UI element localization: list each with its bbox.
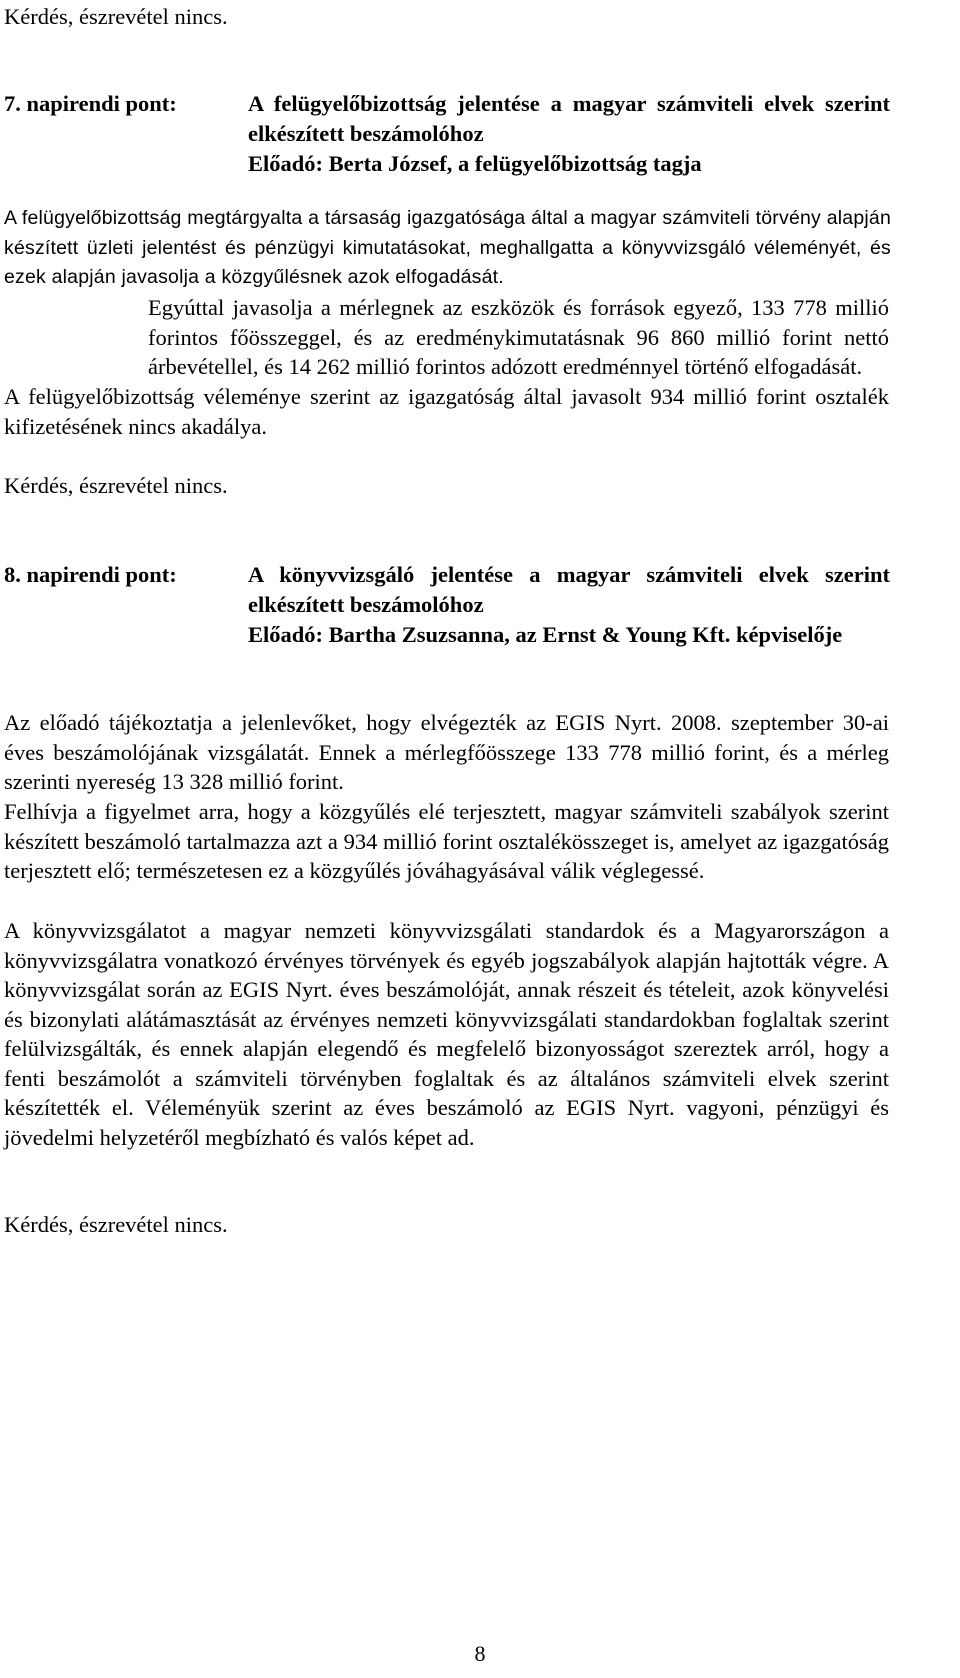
agenda-item-7-presenter: Előadó: Berta József, a felügyelőbizottság tagja xyxy=(248,151,702,176)
agenda-item-8-presenter: Előadó: Bartha Zsuzsanna, az Ernst & Young Kft. képviselője xyxy=(248,622,843,647)
agenda-item-8-title: A könyvvizsgáló jelentése a magyar számviteli elvek szerint elkészített beszámolóhoz xyxy=(248,562,890,617)
item-7-paragraph-2: Egyúttal javasolja a mérlegnek az eszközök és források egyező, 133 778 millió forintos főösszeggel, és az eredménykimutatásnak 96 860 millió forint nettó árbevétellel, és 14 262 millió forintos adózott eredménnyel történő elfogadását. xyxy=(148,295,889,379)
item-7-note: Kérdés, észrevétel nincs. xyxy=(4,473,228,498)
item-7-paragraph-3: A felügyelőbizottság véleménye szerint az igazgatóság által javasolt 934 millió forint osztalék kifizetésének nincs akadálya. xyxy=(4,384,889,439)
item-8-paragraph-1: Az előadó tájékoztatja a jelenlevőket, hogy elvégezték az EGIS Nyrt. 2008. szeptember 30-ai éves beszámolójának vizsgálatát. Ennek a mérlegfőösszege 133 778 millió forint, és a mérleg szerinti nyereség 13 328 millió forint. xyxy=(4,710,889,794)
item-8-note: Kérdés, észrevétel nincs. xyxy=(4,1212,228,1237)
agenda-item-7-title: A felügyelőbizottság jelentése a magyar számviteli elvek szerint elkészített beszámolóhoz xyxy=(248,91,890,146)
page-number: 8 xyxy=(474,1641,486,1666)
agenda-item-8-label: 8. napirendi pont: xyxy=(4,562,177,587)
item-7-paragraph-1: A felügyelőbizottság megtárgyalta a társaság igazgatósága által a magyar számviteli törvény alapján készített üzleti jelentést és pénzügyi kimutatásokat, meghallgatta a könyvvizsgáló véleményét, és ezek alapján javasolja a közgyűlésnek azok elfogadását. xyxy=(4,207,891,288)
agenda-item-7-label: 7. napirendi pont: xyxy=(4,91,177,116)
item-8-paragraph-3: A könyvvizsgálatot a magyar nemzeti könyvvizsgálati standardok és a Magyarországon a könyvvizsgálatra vonatkozó érvényes törvények és egyéb jogszabályok alapján hajtották végre. A könyvvizsgálat során az EGIS Nyrt. éves beszámolóját, annak részeit és tételeit, azok könyvelési és bizonylati alátámasztását az érvényes nemzeti könyvvizsgálati standardokban foglaltak szerint felülvizsgálták, és ennek alapján elegendő és megfelelő bizonyosságot szereztek arról, hogy a fenti beszámolót a számviteli törvényben foglaltak és az általános számviteli elvek szerint készítették el. Véleményük szerint az éves beszámoló az EGIS Nyrt. vagyoni, pénzügyi és jövedelmi helyzetéről megbízható és valós képet ad. xyxy=(4,918,889,1150)
intro-note: Kérdés, észrevétel nincs. xyxy=(4,4,228,29)
item-8-paragraph-2: Felhívja a figyelmet arra, hogy a közgyűlés elé terjesztett, magyar számviteli szabályok szerint készített beszámoló tartalmazza azt a 934 millió forint osztalékösszeget is, amelyet az igazgatóság terjesztett elő; természetesen ez a közgyűlés jóváhagyásával válik véglegessé. xyxy=(4,799,889,883)
